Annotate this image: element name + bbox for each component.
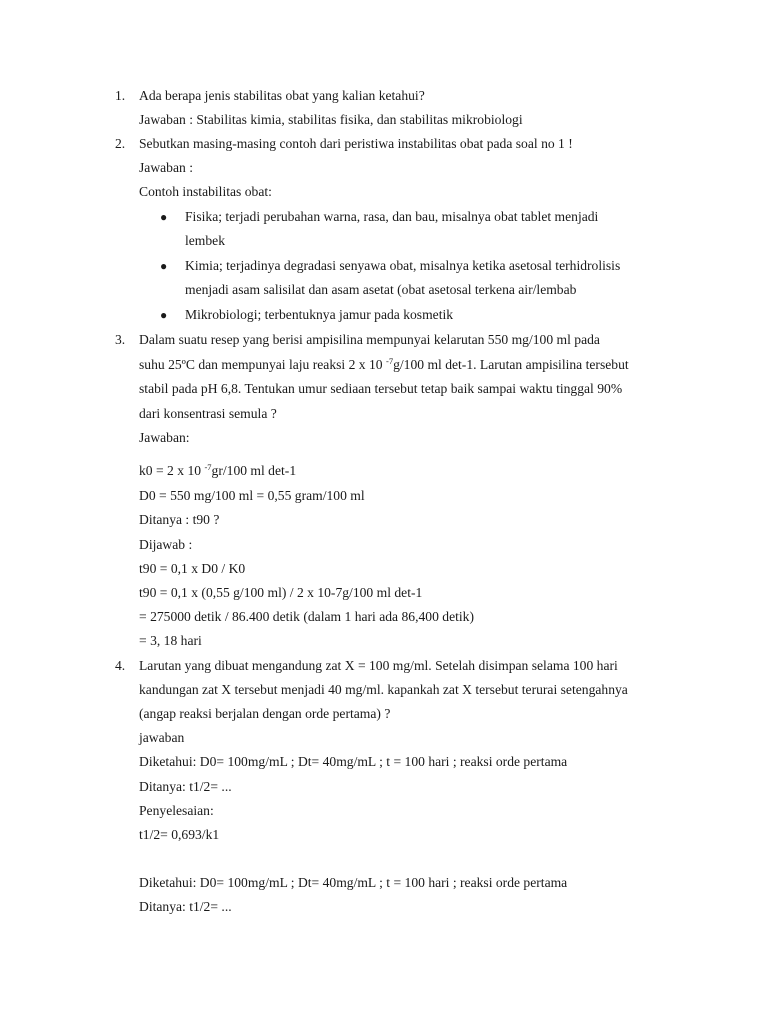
- q2-intro: Contoh instabilitas obat:: [139, 184, 272, 199]
- q3-formula3: = 275000 detik / 86.400 detik (dalam 1 hari ada 86,400 detik): [139, 609, 474, 624]
- q3-line2: [139, 356, 629, 374]
- q3-line2-exponent: -7: [385, 356, 394, 366]
- q4-penyelesaian: Penyelesaian:: [139, 803, 214, 818]
- q3-answer-label: Jawaban:: [139, 430, 190, 445]
- q4-diketahui-repeat: Diketahui: D0= 100mg/mL ; Dt= 40mg/mL ; t = 100 hari ; reaksi orde pertama: [139, 875, 568, 890]
- q3-formula4: = 3, 18 hari: [139, 633, 202, 648]
- q3-d0: D0 = 550 mg/100 ml = 0,55 gram/100 ml: [139, 488, 365, 503]
- q3-line4: dari konsentrasi semula ?: [139, 406, 277, 421]
- q2-bullet2-line1: Kimia; terjadinya degradasi senyawa obat, misalnya ketika asetosal terhidrolisis: [185, 258, 621, 273]
- q4-ditanya: Ditanya: t1/2= ...: [139, 779, 232, 794]
- q3-line3: stabil pada pH 6,8. Tentukan umur sediaan tersebut tetap baik sampai waktu tinggal 90%: [139, 381, 623, 396]
- q3-number: 3.: [115, 332, 126, 347]
- q4-diketahui: Diketahui: D0= 100mg/mL ; Dt= 40mg/mL ; t = 100 hari ; reaksi orde pertama: [139, 754, 568, 769]
- q2-number: 2.: [115, 136, 126, 151]
- bullet-icon: ●: [160, 210, 168, 224]
- q3-line2-a: suhu 25ºC dan mempunyai laju reaksi 2 x 10: [139, 357, 386, 372]
- bullet-icon: ●: [160, 259, 168, 273]
- q1-answer: Jawaban : Stabilitas kimia, stabilitas fisika, dan stabilitas mikrobiologi: [139, 112, 523, 127]
- q2-answer-label: Jawaban :: [139, 160, 193, 175]
- q3-line2-b: g/100 ml det-1. Larutan ampisilina tersebut: [393, 357, 629, 372]
- q2-bullet2-line2: menjadi asam salisilat dan asam asetat (obat asetosal terkena air/lembab: [185, 282, 577, 297]
- q4-answer-label: jawaban: [139, 730, 185, 745]
- q2-bullet1-line1: Fisika; terjadi perubahan warna, rasa, dan bau, misalnya obat tablet menjadi: [185, 209, 599, 224]
- q3-k0: [139, 462, 296, 480]
- q2-bullet1-line2: lembek: [185, 233, 226, 248]
- q2-bullet3-line1: Mikrobiologi; terbentuknya jamur pada kosmetik: [185, 307, 454, 322]
- q3-dijawab: Dijawab :: [139, 537, 193, 552]
- q3-k0-a: k0 = 2 x 10: [139, 463, 205, 478]
- q4-number: 4.: [115, 658, 126, 673]
- q4-line2: kandungan zat X tersebut menjadi 40 mg/ml. kapankah zat X tersebut terurai setengahnya: [139, 682, 628, 697]
- q1-number: 1.: [115, 88, 126, 103]
- q3-k0-exponent: -7: [204, 462, 212, 472]
- q4-formula: t1/2= 0,693/k1: [139, 827, 220, 842]
- q4-line1: Larutan yang dibuat mengandung zat X = 100 mg/ml. Setelah disimpan selama 100 hari: [139, 658, 618, 673]
- q3-k0-b: gr/100 ml det-1: [211, 463, 297, 478]
- bullet-icon: ●: [160, 308, 168, 322]
- q2-question: Sebutkan masing-masing contoh dari peristiwa instabilitas obat pada soal no 1 !: [139, 136, 573, 151]
- q3-formula1: t90 = 0,1 x D0 / K0: [139, 561, 246, 576]
- q3-formula2: t90 = 0,1 x (0,55 g/100 ml) / 2 x 10-7g/100 ml det-1: [139, 585, 423, 600]
- q4-line3: (angap reaksi berjalan dengan orde pertama) ?: [139, 706, 391, 721]
- q3-ditanya: Ditanya : t90 ?: [139, 512, 220, 527]
- q1-question: Ada berapa jenis stabilitas obat yang kalian ketahui?: [139, 88, 425, 103]
- q3-line1: Dalam suatu resep yang berisi ampisilina mempunyai kelarutan 550 mg/100 ml pada: [139, 332, 600, 347]
- q4-ditanya-repeat: Ditanya: t1/2= ...: [139, 899, 232, 914]
